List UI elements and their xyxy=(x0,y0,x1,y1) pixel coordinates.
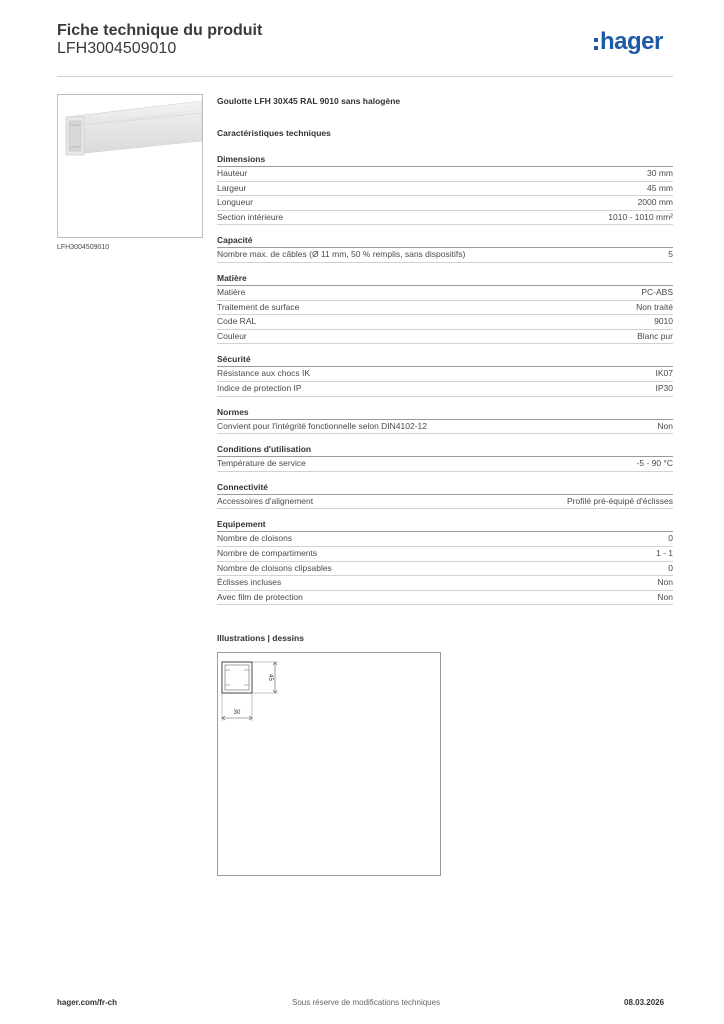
specs-heading: Caractéristiques techniques xyxy=(217,128,331,138)
spec-label: Indice de protection IP xyxy=(217,382,302,393)
section-title: Dimensions xyxy=(217,154,673,167)
spec-value: 1010 - 1010 mm² xyxy=(608,211,673,222)
logo-dots-icon xyxy=(594,38,598,50)
spec-label: Section intérieure xyxy=(217,211,284,222)
spec-section xyxy=(217,235,673,263)
photo-caption: LFH3004509010 xyxy=(57,244,110,251)
spec-value: 0 xyxy=(668,562,673,573)
cross-section-drawing xyxy=(218,653,440,875)
spec-row xyxy=(217,248,673,263)
spec-section xyxy=(217,154,673,225)
header-divider xyxy=(57,76,673,77)
spec-value: Non xyxy=(657,420,673,431)
spec-label: Éclisses incluses xyxy=(217,577,282,588)
page-header xyxy=(57,22,262,58)
spec-value: Profilé pré-équipé d'éclisses xyxy=(566,495,673,506)
spec-label: Nombre de compartiments xyxy=(217,547,318,558)
section-title: Connectivité xyxy=(217,482,673,495)
dimension-drawing xyxy=(217,652,441,876)
spec-row xyxy=(217,420,673,435)
section-title: Equipement xyxy=(217,519,673,532)
spec-value: Non xyxy=(657,577,673,588)
spec-section xyxy=(217,444,673,472)
spec-section xyxy=(217,273,673,344)
spec-label: Nombre max. de câbles (Ø 11 mm, 50 % remplis, sans dispositifs) xyxy=(217,249,466,260)
spec-value: 1 - 1 xyxy=(655,547,673,558)
spec-value: 9010 xyxy=(654,316,673,327)
specifications-panel xyxy=(217,96,673,615)
spec-row xyxy=(217,591,673,606)
spec-value: Non xyxy=(657,591,673,602)
spec-value: Blanc pur xyxy=(637,330,673,341)
product-photo xyxy=(57,94,203,238)
spec-section xyxy=(217,407,673,435)
spec-label: Largeur xyxy=(217,182,247,193)
spec-row xyxy=(217,562,673,577)
spec-value: 2000 mm xyxy=(637,197,673,208)
product-name: Goulotte LFH 30X45 RAL 9010 sans halogène xyxy=(217,96,401,106)
spec-label: Avec film de protection xyxy=(217,591,303,602)
spec-row xyxy=(217,196,673,211)
spec-row xyxy=(217,211,673,226)
section-title: Normes xyxy=(217,407,673,420)
section-title: Capacité xyxy=(217,235,673,248)
spec-row xyxy=(217,367,673,382)
trunking-product-image xyxy=(58,95,202,237)
section-title: Sécurité xyxy=(217,354,673,367)
spec-label: Accessoires d'alignement xyxy=(217,495,314,506)
spec-row xyxy=(217,182,673,197)
spec-label: Matière xyxy=(217,286,246,297)
hager-logo[interactable] xyxy=(594,28,663,56)
spec-section xyxy=(217,354,673,396)
spec-row xyxy=(217,457,673,472)
spec-value: Non traité xyxy=(636,301,673,312)
spec-label: Code RAL xyxy=(217,316,257,327)
spec-row xyxy=(217,495,673,510)
section-title: Matière xyxy=(217,273,673,286)
spec-value: -5 - 90 °C xyxy=(636,458,673,469)
logo-text: hager xyxy=(600,28,663,55)
illustrations-heading: Illustrations | dessins xyxy=(217,633,304,643)
document-title: Fiche technique du produit xyxy=(57,22,263,39)
footer-notice: Sous réserve de modifications techniques xyxy=(292,998,441,1007)
footer-date: 08.03.2026 xyxy=(624,998,665,1007)
spec-row xyxy=(217,315,673,330)
spec-row xyxy=(217,301,673,316)
spec-row xyxy=(217,167,673,182)
height-dimension-label: 45 xyxy=(267,674,273,681)
spec-value: 5 xyxy=(668,249,673,260)
spec-row xyxy=(217,382,673,397)
spec-value: 0 xyxy=(668,533,673,544)
spec-value: IK07 xyxy=(655,368,673,379)
spec-label: Longueur xyxy=(217,197,253,208)
spec-label: Convient pour l'intégrité fonctionnelle selon DIN4102-12 xyxy=(217,420,428,431)
spec-row xyxy=(217,547,673,562)
spec-section xyxy=(217,482,673,510)
section-title: Conditions d'utilisation xyxy=(217,444,673,457)
spec-label: Nombre de cloisons clipsables xyxy=(217,562,332,573)
spec-row xyxy=(217,532,673,547)
spec-row xyxy=(217,286,673,301)
spec-row xyxy=(217,576,673,591)
spec-label: Couleur xyxy=(217,330,247,341)
spec-label: Température de service xyxy=(217,458,306,469)
spec-label: Traitement de surface xyxy=(217,301,300,312)
width-dimension-label: 30 xyxy=(233,710,241,716)
product-reference: LFH3004509010 xyxy=(57,40,177,57)
spec-sections xyxy=(217,154,673,605)
spec-section xyxy=(217,519,673,605)
footer-website-link[interactable]: hager.com/fr-ch xyxy=(57,998,118,1007)
spec-label: Hauteur xyxy=(217,168,248,178)
spec-value: PC-ABS xyxy=(641,286,673,297)
spec-label: Résistance aux chocs IK xyxy=(217,368,311,379)
spec-value: 45 mm xyxy=(647,182,673,193)
spec-value: IP30 xyxy=(655,382,673,393)
spec-value: 30 mm xyxy=(647,168,673,178)
spec-label: Nombre de cloisons xyxy=(217,533,293,544)
spec-row xyxy=(217,330,673,345)
